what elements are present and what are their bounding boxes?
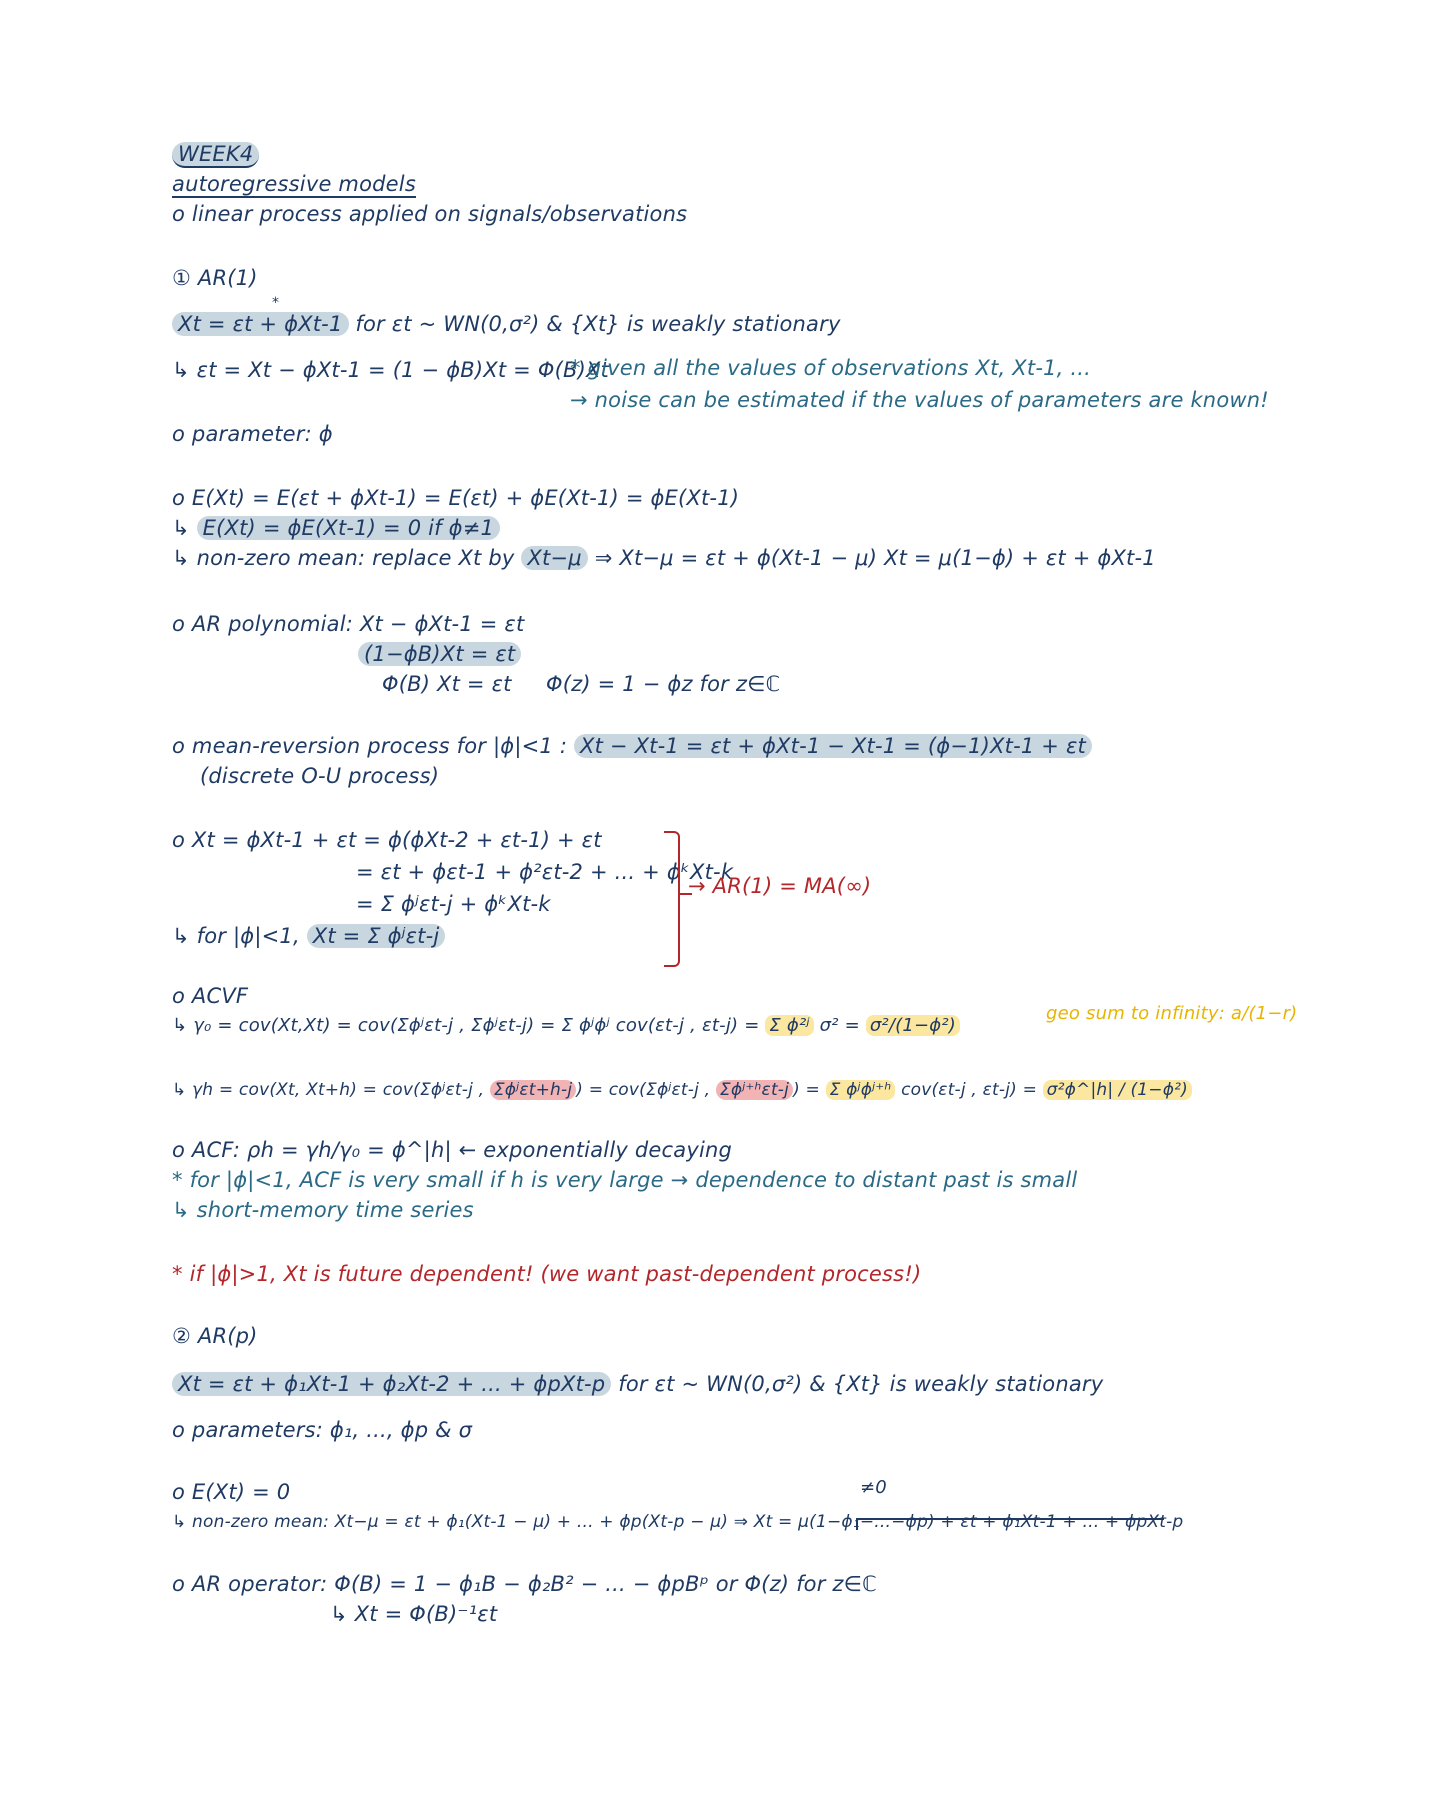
ar-operator: o AR operator: Φ(B) = 1 − ϕ₁B − ϕ₂B² − ... − ϕpBᵖ or Φ(z) for z∈ℂ [172, 1572, 877, 1596]
acf-note: * for |ϕ|<1, ACF is very small if h is very large → dependence to distant past is small [172, 1168, 1078, 1192]
acf-line: o ACF: ρh = γh/γ₀ = ϕ^|h| ← exponentially decaying [172, 1138, 733, 1162]
ar-polynomial-4: Φ(z) = 1 − ϕz for z∈ℂ [546, 672, 781, 696]
ar-polynomial-1: o AR polynomial: Xt − ϕXt-1 = εt [172, 612, 525, 636]
arp-parameters: o parameters: ϕ₁, ..., ϕp & σ [172, 1418, 473, 1442]
gamma-h: ↳ γh = cov(Xt, Xt+h) = cov(Σϕʲεt-j , Σϕʲεt+h-j ) = cov(Σϕʲεt-j , Σϕʲ⁺ʰεt-j ) = Σ ϕʲϕʲ⁺ʰ cov(εt-j , εt-j) = σ²ϕ^|h| / (1−ϕ²) [172, 1076, 1192, 1104]
gamma-zero: ↳ γ₀ = cov(Xt,Xt) = cov(Σϕʲεt-j , Σϕʲεt-j) = Σ ϕʲϕʲ cov(εt-j , εt-j) = Σ ϕ²ʲ σ² = σ²/(1−ϕ²) [172, 1012, 960, 1040]
ar1-mean-2: ↳ E(Xt) = ϕE(Xt-1) = 0 if ϕ≠1 [172, 514, 500, 542]
ar-operator-inverse: ↳ Xt = Φ(B)⁻¹εt [330, 1602, 498, 1626]
ar1-definition: Xt = εt + ϕXt-1 for εt ~ WN(0,σ²) & {Xt} is weakly stationary [172, 310, 841, 338]
ar-polynomial-2: (1−ϕB)Xt = εt [358, 640, 521, 668]
arp-heading: ② AR(p) [172, 1324, 258, 1348]
ar1-note-1: * given all the values of observations Xt, Xt-1, ... [570, 356, 1092, 380]
ar1-heading: ① AR(1) [172, 266, 258, 290]
ar1-note-2: → noise can be estimated if the values of parameters are known! [570, 388, 1269, 412]
mean-reversion: o mean-reversion process for |ϕ|<1 : Xt − Xt-1 = εt + ϕXt-1 − Xt-1 = (ϕ−1)Xt-1 + εt [172, 732, 1092, 760]
ar1-equals-ma: → AR(1) = MA(∞) [688, 874, 872, 898]
ar-polynomial-3: Φ(B) Xt = εt [382, 672, 512, 696]
acvf-heading: o ACVF [172, 984, 249, 1008]
mean-reversion-note: (discrete O-U process) [200, 764, 440, 788]
expansion-1: o Xt = ϕXt-1 + εt = ϕ(ϕXt-2 + εt-1) + εt [172, 828, 602, 852]
section-heading: autoregressive models [172, 172, 416, 196]
arp-mean-1: o E(Xt) = 0 [172, 1480, 291, 1504]
asterisk-mark: * [272, 295, 279, 311]
geo-sum-note: geo sum to infinity: a/(1−r) [1046, 1003, 1298, 1024]
arp-definition: Xt = εt + ϕ₁Xt-1 + ϕ₂Xt-2 + ... + ϕpXt-p for εt ~ WN(0,σ²) & {Xt} is weakly stationary [172, 1370, 1103, 1398]
not-zero-mark: ≠0 [860, 1477, 887, 1498]
expansion-3: = Σ ϕʲεt-j + ϕᵏXt-k [356, 892, 551, 916]
ar1-parameter: o parameter: ϕ [172, 422, 333, 446]
week-title: WEEK4 [172, 140, 259, 168]
red-bracket [664, 831, 680, 967]
intro-bullet: o linear process applied on signals/observations [172, 202, 688, 226]
future-dependent-warning: * if |ϕ|>1, Xt is future dependent! (we want past-dependent process!) [172, 1262, 922, 1286]
arp-mean-2: ↳ non-zero mean: Xt−μ = εt + ϕ₁(Xt-1 − μ) + ... + ϕp(Xt-p − μ) ⇒ Xt = μ(1−ϕ₁−...−ϕp) + εt + ϕ₁Xt-1 + ... + ϕpXt-p [172, 1512, 1184, 1532]
ar1-mean-1: o E(Xt) = E(εt + ϕXt-1) = E(εt) + ϕE(Xt-1) = ϕE(Xt-1) [172, 486, 740, 510]
short-memory-note: ↳ short-memory time series [172, 1198, 474, 1222]
expansion-4: ↳ for |ϕ|<1, Xt = Σ ϕʲεt-j [172, 922, 445, 950]
expansion-2: = εt + ϕεt-1 + ϕ²εt-2 + ... + ϕᵏXt-k [356, 860, 734, 884]
ar1-mean-3: ↳ non-zero mean: replace Xt by Xt−μ ⇒ Xt−μ = εt + ϕ(Xt-1 − μ) Xt = μ(1−ϕ) + εt + ϕXt-1 [172, 546, 1156, 570]
ar1-noise: ↳ εt = Xt − ϕXt-1 = (1 − ϕB)Xt = Φ(B)Xt [172, 358, 609, 382]
